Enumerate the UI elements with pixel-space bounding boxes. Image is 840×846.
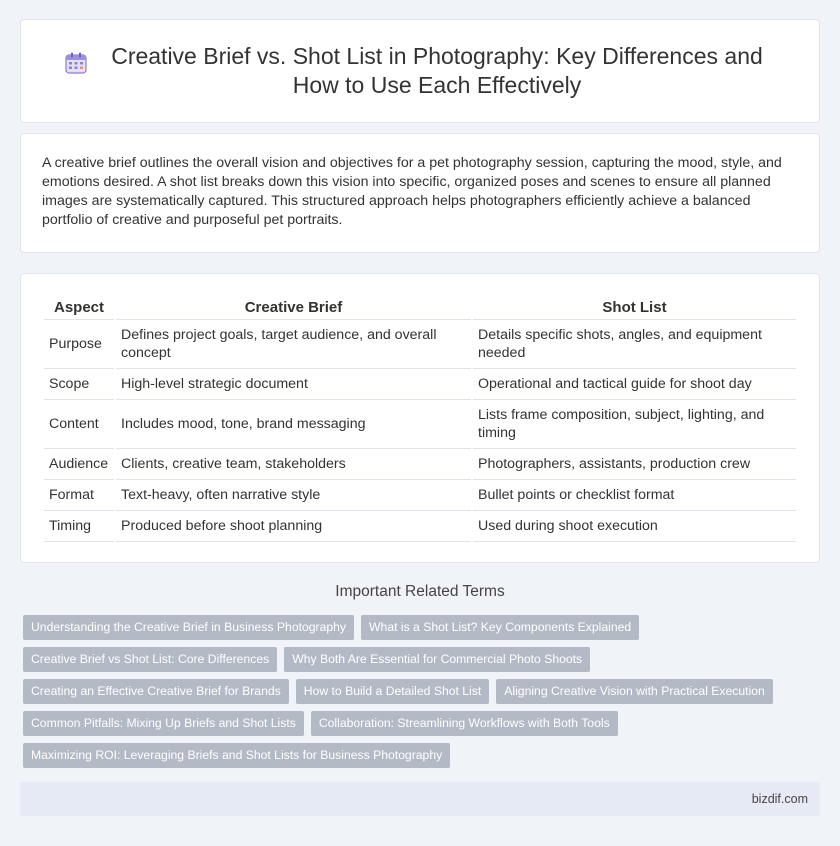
related-term-tag[interactable]: Collaboration: Streamlining Workflows with Both Tools bbox=[311, 711, 618, 736]
page-title: Creative Brief vs. Shot List in Photography: Key Differences and How to Use Each Effectively bbox=[111, 43, 763, 98]
header-aspect: Aspect bbox=[44, 294, 114, 320]
cell-aspect: Audience bbox=[44, 449, 114, 480]
related-term-tag[interactable]: How to Build a Detailed Shot List bbox=[296, 679, 490, 704]
comparison-table bbox=[42, 294, 798, 542]
table-row bbox=[44, 400, 796, 449]
header-card bbox=[20, 19, 820, 123]
related-term-tag[interactable]: Creative Brief vs Shot List: Core Differences bbox=[23, 647, 277, 672]
related-terms-list bbox=[23, 615, 803, 775]
table-row bbox=[44, 320, 796, 369]
cell-creative-brief: Produced before shoot planning bbox=[116, 511, 471, 542]
cell-aspect: Timing bbox=[44, 511, 114, 542]
table-row bbox=[44, 449, 796, 480]
footer-site-link[interactable]: bizdif.com bbox=[751, 792, 808, 806]
related-term-tag[interactable]: Creating an Effective Creative Brief for Brands bbox=[23, 679, 289, 704]
intro-text: A creative brief outlines the overall vision and objectives for a pet photography session, capturing the mood, style, and emotions desired. A shot list breaks down this vision into specific, organized poses and scenes to ensure all planned images are systematically captured. This structured approach helps photographers efficiently achieve a balanced portfolio of creative and purposeful pet portraits. bbox=[42, 155, 782, 228]
cell-creative-brief: Text-heavy, often narrative style bbox=[116, 480, 471, 511]
calendar-icon bbox=[63, 50, 89, 76]
cell-shot-list: Used during shoot execution bbox=[473, 511, 796, 542]
cell-shot-list: Operational and tactical guide for shoot day bbox=[473, 369, 796, 400]
cell-shot-list: Bullet points or checklist format bbox=[473, 480, 796, 511]
cell-shot-list: Photographers, assistants, production crew bbox=[473, 449, 796, 480]
related-term-tag[interactable]: Common Pitfalls: Mixing Up Briefs and Shot Lists bbox=[23, 711, 304, 736]
related-term-tag[interactable]: Why Both Are Essential for Commercial Photo Shoots bbox=[284, 647, 590, 672]
table-row bbox=[44, 369, 796, 400]
header-creative-brief: Creative Brief bbox=[116, 294, 471, 320]
table-row bbox=[44, 511, 796, 542]
related-term-tag[interactable]: Understanding the Creative Brief in Business Photography bbox=[23, 615, 354, 640]
related-term-tag[interactable]: Aligning Creative Vision with Practical Execution bbox=[496, 679, 773, 704]
cell-creative-brief: Clients, creative team, stakeholders bbox=[116, 449, 471, 480]
related-term-tag[interactable]: Maximizing ROI: Leveraging Briefs and Shot Lists for Business Photography bbox=[23, 743, 450, 768]
cell-aspect: Scope bbox=[44, 369, 114, 400]
related-terms-title: Important Related Terms bbox=[335, 583, 505, 600]
comparison-card bbox=[20, 273, 820, 563]
cell-creative-brief: Includes mood, tone, brand messaging bbox=[116, 400, 471, 449]
cell-creative-brief: Defines project goals, target audience, and overall concept bbox=[116, 320, 471, 369]
cell-aspect: Format bbox=[44, 480, 114, 511]
footer bbox=[20, 782, 820, 816]
cell-creative-brief: High-level strategic document bbox=[116, 369, 471, 400]
related-term-tag[interactable]: What is a Shot List? Key Components Explained bbox=[361, 615, 639, 640]
header-shot-list: Shot List bbox=[473, 294, 796, 320]
cell-shot-list: Details specific shots, angles, and equipment needed bbox=[473, 320, 796, 369]
table-row bbox=[44, 480, 796, 511]
table-header-row bbox=[44, 294, 796, 320]
cell-aspect: Content bbox=[44, 400, 114, 449]
cell-shot-list: Lists frame composition, subject, lighting, and timing bbox=[473, 400, 796, 449]
intro-card bbox=[20, 133, 820, 253]
cell-aspect: Purpose bbox=[44, 320, 114, 369]
